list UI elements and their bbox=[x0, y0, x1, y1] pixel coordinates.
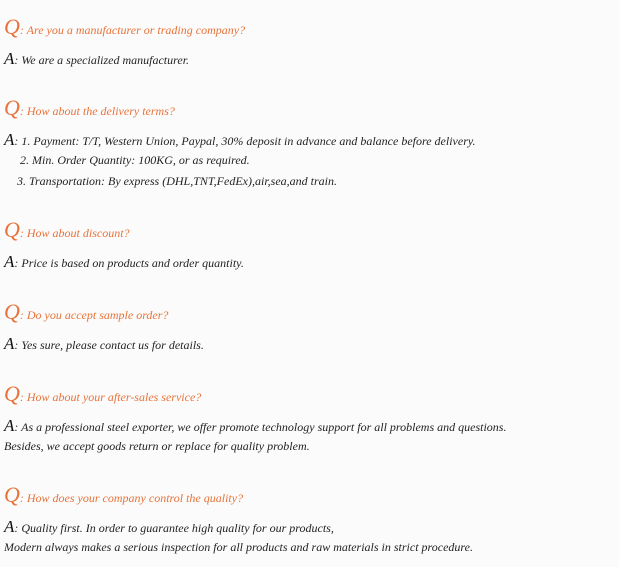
question-marker: Q bbox=[4, 381, 20, 406]
answer-marker: A bbox=[4, 49, 15, 68]
question-separator: : bbox=[19, 308, 24, 322]
faq-item bbox=[4, 482, 616, 558]
question-text: How does your company control the quality? bbox=[23, 491, 244, 505]
question-marker: Q bbox=[4, 95, 20, 120]
question-separator: : bbox=[19, 23, 24, 37]
faq-item bbox=[4, 14, 616, 69]
faq-item bbox=[4, 95, 616, 192]
answer-block bbox=[4, 333, 616, 354]
question-text: How about the delivery terms? bbox=[23, 104, 175, 118]
answer-block bbox=[4, 48, 616, 69]
answer-text: Modern always makes a serious inspection for all products and raw materials in strict procedure. bbox=[4, 540, 473, 554]
question-separator: : bbox=[19, 491, 24, 505]
answer-text: As a professional steel exporter, we offer promote technology support for all problems and questions. bbox=[18, 420, 507, 434]
faq-item bbox=[4, 299, 616, 354]
answer-text: Price is based on products and order quantity. bbox=[18, 256, 244, 270]
answer-line bbox=[4, 150, 616, 171]
question-line bbox=[4, 217, 616, 243]
question-separator: : bbox=[19, 104, 24, 118]
answer-line bbox=[4, 436, 616, 457]
answer-separator: : bbox=[14, 420, 19, 434]
question-marker: Q bbox=[4, 482, 20, 507]
answer-block bbox=[4, 251, 616, 272]
answer-marker: A bbox=[4, 517, 15, 536]
answer-text: 2. Min. Order Quantity: 100KG, or as required. bbox=[20, 153, 250, 167]
question-text: How about your after-sales service? bbox=[23, 390, 202, 404]
answer-separator: : bbox=[14, 256, 19, 270]
answer-separator: : bbox=[14, 134, 19, 148]
question-line bbox=[4, 482, 616, 508]
answer-line bbox=[4, 516, 616, 537]
answer-marker: A bbox=[4, 252, 15, 271]
answer-separator: : bbox=[14, 338, 19, 352]
answer-block bbox=[4, 415, 616, 457]
question-line bbox=[4, 95, 616, 121]
question-line bbox=[4, 381, 616, 407]
question-marker: Q bbox=[4, 14, 20, 39]
faq-item bbox=[4, 381, 616, 457]
answer-text: Yes sure, please contact us for details. bbox=[18, 338, 204, 352]
answer-text: 1. Payment: T/T, Western Union, Paypal, 30% deposit in advance and balance before delivery. bbox=[18, 134, 476, 148]
question-line bbox=[4, 299, 616, 325]
answer-line bbox=[4, 129, 616, 150]
answer-separator: : bbox=[14, 521, 19, 535]
question-text: How about discount? bbox=[23, 226, 130, 240]
question-text: Do you accept sample order? bbox=[23, 308, 169, 322]
answer-text: We are a specialized manufacturer. bbox=[18, 53, 190, 67]
answer-marker: A bbox=[4, 416, 15, 435]
faq-item bbox=[4, 217, 616, 272]
answer-line bbox=[4, 537, 616, 558]
answer-line bbox=[4, 171, 616, 192]
answer-line bbox=[4, 415, 616, 436]
answer-block bbox=[4, 129, 616, 192]
answer-block bbox=[4, 516, 616, 558]
answer-line bbox=[4, 48, 616, 69]
question-separator: : bbox=[19, 226, 24, 240]
answer-separator: : bbox=[14, 53, 19, 67]
answer-text: 3. Transportation: By express (DHL,TNT,FedEx),air,sea,and train. bbox=[17, 174, 337, 188]
question-line bbox=[4, 14, 616, 40]
question-text: Are you a manufacturer or trading company? bbox=[23, 23, 246, 37]
answer-text: Quality first. In order to guarantee high quality for our products, bbox=[18, 521, 334, 535]
answer-marker: A bbox=[4, 334, 15, 353]
answer-text: Besides, we accept goods return or replace for quality problem. bbox=[4, 439, 310, 453]
question-separator: : bbox=[19, 390, 24, 404]
answer-marker: A bbox=[4, 130, 15, 149]
answer-line bbox=[4, 333, 616, 354]
question-marker: Q bbox=[4, 299, 20, 324]
question-marker: Q bbox=[4, 217, 20, 242]
answer-line bbox=[4, 251, 616, 272]
